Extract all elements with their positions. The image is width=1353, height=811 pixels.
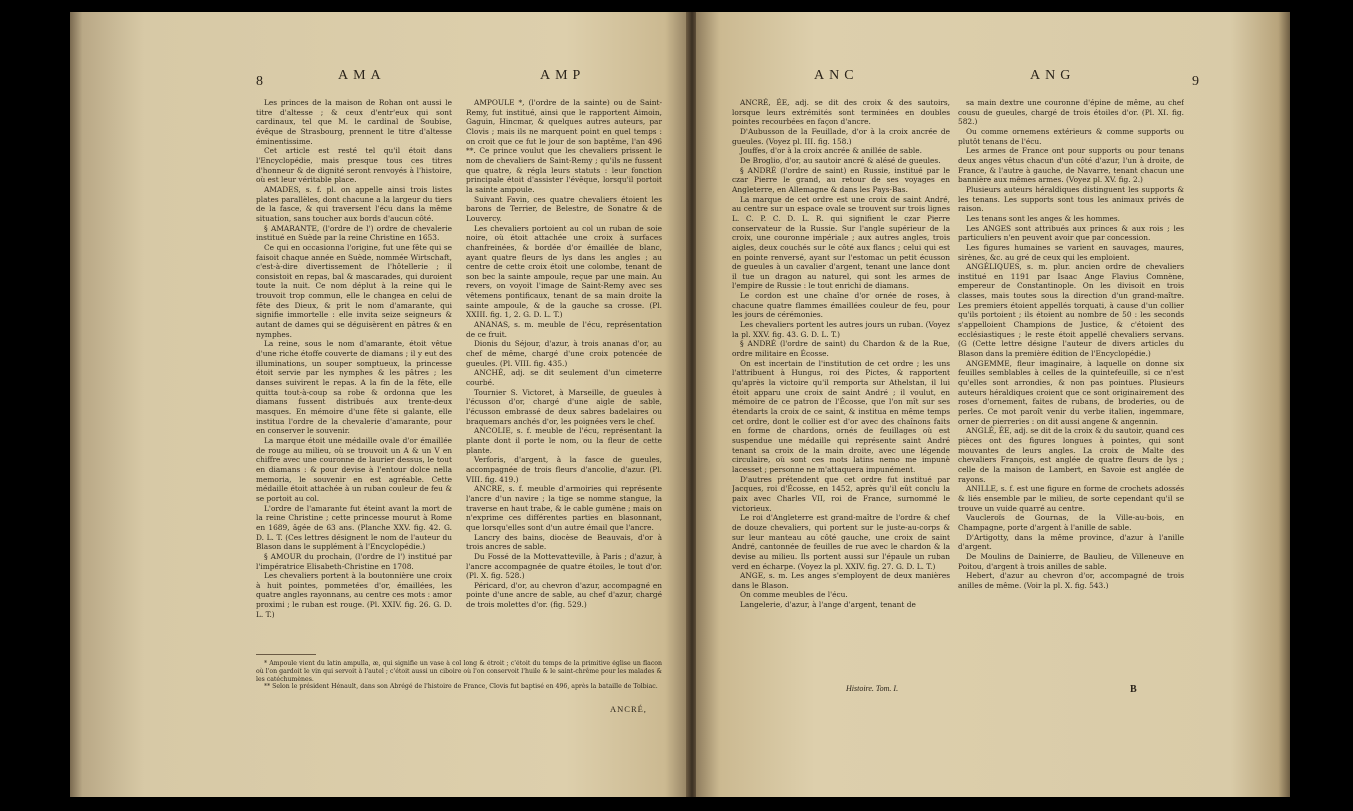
left-header-amp: AMP [540,68,586,83]
article-paragraph: Le cordon est une chaîne d'or ornée de roses, à chacune quatre flammes émaillées couleur de feu, pour les jours de cérémonies. [732,291,950,320]
volume-footer: Histoire. Tom. I. [846,684,899,693]
article-paragraph: On est incertain de l'institution de cet ordre ; les uns l'attribuent à Hungus, roi des Pictes, & rapportent qu'après la victoire qu'il remporta sur Athelstan, il lui étoit apparu une croix de saint André ; il voulut, en mémoire de ce patron de l'Écosse, que l'on mît sur ses étendarts la croix de ce saint, & institua en même temps cet ordre, dont le collier est d'or avec des chaînons faits en forme de chardons, ornés de feuillages où est suspendue une médaille qui représente saint André tenant sa croix de la main droite, avec une légende circulaire, où sont ces mots latins nemo me impunè lacesset ; personne ne m'attaquera impunément. [732,358,950,474]
article-paragraph: ANANAS, s. m. meuble de l'écu, représentation de ce fruit. [466,320,662,339]
signature-mark: B [1130,684,1137,695]
footnote: ** Selon le président Hénault, dans son Abrégé de l'histoire de France, Clovis fut baptisé en 496, après la bataille de Tolbiac. [264,683,658,691]
article-paragraph: Les chevaliers portoient au col un ruban de soie noire, où étoit attachée une croix à surfaces chanfreinées, & bordée d'or émaillée de blanc, ayant quatre fleurs de lys dans les angles ; au centre de cette croix étoit une colombe, tenant de son bec la sainte ampoule, reçue par une main. Au revers, on voyoit l'image de Saint-Remy avec ses vêtemens pontificaux, tenant de sa main droite la sainte ampoule, & de la gauche sa crosse. (Pl. XXIII. fig. 1, 2. G. D. L. T.) [466,223,662,320]
right-column-2 [958,98,1184,706]
article-paragraph: Les figures humaines se varient en sauvages, maures, sirènes, &c. au gré de ceux qui les emploient. [958,242,1184,262]
article-paragraph: ANGLÉ, ÉE, adj. se dit de la croix & du sautoir, quand ces pièces ont des figures longues à pointes, qui sont mouvantes de leurs angles. La croix de Malte des chevaliers François, est anglée de quatre fleurs de lys ; celle de la maison de Lambert, en Savoie est anglée de rayons. [958,426,1184,484]
article-paragraph: AMPOULE *, (l'ordre de la sainte) ou de Saint-Remy, fut institué, ainsi que le rapportent Aimoin, Gaguin, Hincmar, & quelques autres auteurs, par Clovis ; mais ils ne marquent point en quel temps : on croit que ce fut le jour de son baptême, l'an 496 **. Ce prince voulut que les chevaliers prissent le nom de chevaliers de Saint-Remy ; qu'ils ne fussent que quatre, & régla leurs statuts : leur fonction principale étoit d'assister l'évêque, lorsqu'il portoit la sainte ampoule. [466,98,662,194]
article-paragraph: Ce qui en occasionna l'origine, fut une fête qui se faisoit chaque année en Suède, nommée Wirtschaft, c'est-à-dire divertissement de l'hôtellerie ; il consistoit en repas, bal & mascarades, qui duroient toute la nuit. Ce nom déplut à la reine qui le trouvoit trop commun, elle le changea en celui de fête des Dieux, & prit le nom d'amarante, qui signifie immortelle : elle invita seize seigneurs & autant de dames qui se déguisèrent en pâtres & en nymphes. [256,242,452,339]
article-paragraph: Hebert, d'azur au chevron d'or, accompagné de trois anilles de même. (Voir la pl. X. fig. 543.) [958,571,1184,590]
article-paragraph: La reine, sous le nom d'amarante, étoit vêtue d'une riche étoffe couverte de diamans ; il y eut des illuminations, un souper somptueux, la princesse étoit servie par les nymphes & les pâtres ; les danses suivirent le repas. A la fin de la fête, elle quitta tout-à-coup sa robe & ordonna que les diamans fussent distribués aux trente-deux masques. En mémoire d'une fête si galante, elle institua l'ordre de la chevalerie d'amarante, pour en conserver le souvenir. [256,339,452,436]
article-paragraph: Dionis du Séjour, d'azur, à trois ananas d'or, au chef de même, chargé d'une croix potencée de gueules. (Pl. VIII. fig. 435.) [466,339,662,368]
article-paragraph: Tournier S. Victoret, à Marseille, de gueules à l'écusson d'or, chargé d'une aigle de sable, l'écusson embrassé de deux sabres badelaires ou braquemars anchés d'or, les poignées vers le chef. [466,387,662,426]
footnote-rule [256,654,316,655]
article-paragraph: D'Aubusson de la Feuillade, d'or à la croix ancrée de gueules. (Voyez pl. III. fig. 158.) [732,126,950,146]
left-header-ama: AMA [338,68,386,83]
article-paragraph: La marque de cet ordre est une croix de saint André, au centre sur un espace ovale se trouvent sur trois lignes L. C. P. C. D. L. R. qui signifient le czar Pierre conservateur de la Russie. Sur l'angle supérieur de la croix, une couronne impériale ; aux autres angles, trois aigles, deux couchés sur le côté aux flancs ; celui qui est en pointe renversé, ayant sur l'estomac un petit écusson de gueules à un cavalier d'argent, tenant une lance dont il tue un dragon au naturel, qui sont les armes de l'empire de Russie : le tout enrichi de diamans. [732,194,950,291]
article-paragraph: Les princes de la maison de Rohan ont aussi le titre d'altesse ; & ceux d'entr'eux qui sont cardinaux, tel que M. le cardinal de Soubise, évêque de Strasbourg, prennent le titre d'altesse éminentissime. [256,98,452,146]
article-paragraph: Le roi d'Angleterre est grand-maître de l'ordre & chef de douze chevaliers, qui portent sur le juste-au-corps & sur leur manteau au côté gauche, une croix de saint André, cantonnée de feuilles de rue avec le chardon & la devise au milieu. Ils portent aussi sur l'épaule un ruban verd en écharpe. (Voyez la pl. XXIV. fig. 27. G. D. L. T.) [732,513,950,571]
article-paragraph: Péricard, d'or, au chevron d'azur, accompagné en pointe d'une ancre de sable, au chef d'azur, chargé de trois molettes d'or. (fig. 529.) [466,580,662,610]
right-page-number: 9 [1192,74,1199,89]
open-book [70,12,1290,797]
catchword: ANCRÉ, [610,704,647,714]
right-column-1 [732,98,950,683]
article-paragraph: sa main dextre une couronne d'épine de même, au chef cousu de gueules, chargé de trois étoiles d'or. (Pl. XI. fig. 582.) [958,98,1184,127]
left-column-2 [466,98,662,646]
left-column-1 [256,98,452,646]
article-paragraph: Suivant Favin, ces quatre chevaliers étoient les barons de Terrier, de Belestre, de Sonatre & de Louvercy. [466,194,662,223]
article-paragraph: Les armes de France ont pour supports ou pour tenans deux anges vêtus chacun d'un côté d'azur, l'un à droite, de France, & l'autre à gauche, de Navarre, tenant chacun une bannière aux mêmes armes. (Voyez pl. XV. fig. 2.) [958,146,1184,185]
right-header-anc: ANC [814,68,859,83]
article-paragraph: Les chevaliers portent les autres jours un ruban. (Voyez la pl. XXV. fig. 43. G. D. L. T.) [732,320,950,339]
article-paragraph: Cet article est resté tel qu'il étoit dans l'Encyclopédie, mais presque tous ces titres d'honneur & de dignité seront renvoyés à l'histoire, où est leur véritable place. [256,146,452,185]
article-paragraph: ANILLE, s. f. est une figure en forme de crochets adossés & liés ensemble par le milieu, de sorte cependant qu'il se trouve un vuide quarré au centre. [958,484,1184,513]
footnotes [256,660,662,706]
article-paragraph: § ANDRÉ (l'ordre de saint) en Russie, institué par le czar Pierre le grand, au retour de ses voyages en Angleterre, en Allemagne & dans les Pays-Bas. [732,165,950,194]
article-paragraph: D'Artigotty, dans la même province, d'azur à l'anille d'argent. [958,532,1184,552]
article-paragraph: Langelerie, d'azur, à l'ange d'argent, tenant de [740,600,916,610]
article-paragraph: On comme meubles de l'écu. [740,590,848,600]
article-paragraph: Vaucleroïs de Gournas, de la Ville-au-bois, en Champagne, porte d'argent à l'anille de sable. [958,513,1184,532]
article-paragraph: De Broglio, d'or, au sautoir ancré & alésé de gueules. [740,155,941,165]
left-page [70,12,690,797]
article-paragraph: Ou comme ornemens extérieurs & comme supports ou plutôt tenans de l'écu. [958,126,1184,146]
article-paragraph: ANCOLIE, s. f. meuble de l'écu, représentant la plante dont il porte le nom, ou la fleur de cette plante. [466,426,662,455]
article-paragraph: § AMOUR du prochain, (l'ordre de l') institué par l'impératrice Elisabeth-Christine en 1708. [256,551,452,571]
article-paragraph: Verforis, d'argent, à la fasce de gueules, accompagnée de trois fleurs d'ancolie, d'azur. (Pl. VIII. fig. 419.) [466,455,662,484]
article-paragraph: D'autres prétendent que cet ordre fut institué par Jacques, roi d'Écosse, en 1452, après qu'il eût conclu la paix avec Charles VII, roi de France, surnommé le victorieux. [732,474,950,513]
article-paragraph: Jouffes, d'or à la croix ancrée & anillée de sable. [740,146,922,156]
article-paragraph: Du Fossé de la Mottevatteville, à Paris ; d'azur, à l'ancre accompagnée de quatre étoiles, le tout d'or. (Pl. X. fig. 528.) [466,551,662,581]
footnote: * Ampoule vient du latin ampulla, æ, qui signifie un vase à col long & étroit ; c'étoit du temps de la primitive église un flacon où l'on gardoit le vin qui servoit à l'autel ; c'étoit aussi un ciboire où l'on conservoit l'huile & le saint-chrême pour les malades & les catéchumènes. [256,660,662,683]
article-paragraph: § ANDRÉ (l'ordre de saint) du Chardon & de la Rue, ordre militaire en Écosse. [732,339,950,359]
article-paragraph: La marque étoit une médaille ovale d'or émaillée de rouge au milieu, où se trouvoit un A & un V en chiffre avec une couronne de laurier dessus, le tout en diamans : & pour devise à l'entour dolce nella memoria, le souvenir en est agréable. Cette médaille étoit attachée à un ruban couleur de feu & se portoit au col. [256,435,452,503]
article-paragraph: Les tenans sont les anges & les hommes. [966,213,1120,223]
article-paragraph: ANGE, s. m. Les anges s'employent de deux manières dans le Blason. [732,571,950,590]
article-paragraph: Les chevaliers portent à la boutonnière une croix à huit pointes, pommetées d'or, émaillées, les quatre angles rayonnans, au centre ces mots : amor proximi ; le ruban est rouge. (Pl. XXIV. fig. 26. G. D. L. T.) [256,571,452,619]
article-paragraph: § AMARANTE, (l'ordre de l') ordre de chevalerie institué en Suède par la reine Christine en 1653. [256,223,452,243]
article-paragraph: AMADES, s. f. pl. on appelle ainsi trois listes plates parallèles, dont chacune a la largeur du tiers de la fasce, & qui traversent l'écu dans la même situation, sans toucher aux bords d'aucun côté. [256,184,452,223]
article-paragraph: L'ordre de l'amarante fut éteint avant la mort de la reine Christine ; cette princesse mourut à Rome en 1689, âgée de 63 ans. (Planche XXV. fig. 42. G. D. L. T. (Ces lettres désignent le nom de l'auteur du Blason dans le supplément à l'Encyclopédie.) [256,503,452,552]
article-paragraph: ANGÉLIQUES, s. m. plur. ancien ordre de chevaliers institué en 1191 par Isaac Ange Flavius Comnène, empereur de Constantinople. On les divisoit en trois classes, mais toutes sous la direction d'un grand-maître. Les premiers étoient appellés torquati, à cause d'un collier qu'ils portoient ; ils étoient au nombre de 50 : les seconds s'appelloient Champions de Justice, & c'étoient des ecclésiastiques ; le reste étoit appellé chevaliers servans. (G (Cette lettre désigne l'auteur de divers articles du Blason dans la première édition de l'Encyclopédie.) [958,262,1184,359]
right-header-ang: ANG [1030,68,1076,83]
article-paragraph: De Moulins de Dainierre, de Baulieu, de Villeneuve en Poitou, d'argent à trois anilles de sable. [958,551,1184,571]
article-paragraph: Les ANGES sont attribués aux princes & aux rois ; les particuliers n'en peuvent avoir que par concession. [958,223,1184,243]
article-paragraph: ANCHÉ, adj. se dit seulement d'un cimeterre courbé. [466,368,662,388]
article-paragraph: Lancry des bains, diocèse de Beauvais, d'or à trois ancres de sable. [466,532,662,552]
article-paragraph: ANCRÉ, ÉE, adj. se dit des croix & des sautoirs, lorsque leurs extrémités sont terminées en doubles pointes recourbées en façon d'ancre. [732,98,950,127]
right-page [696,12,1290,797]
article-paragraph: ANCRE, s. f. meuble d'armoiries qui représente l'ancre d'un navire ; la tige se nomme stangue, la traverse en haut trabe, & le cable gumène ; mais on n'exprime ces différentes parties en blasonnant, que lorsqu'elles sont d'un autre émail que l'ancre. [466,484,662,532]
left-page-number: 8 [256,74,263,89]
article-paragraph: ANGEMME, fleur imaginaire, à laquelle on donne six feuilles semblables à celles de la quintefeuille, si ce n'est qu'elles sont arrondies, & non pas pointues. Plusieurs auteurs héraldiques croient que ce sont originairement des roses d'ornement, faites de rubans, de broderies, ou de perles. Ce mot paroît venir du verbe italien, ingemmare, orner de pierreries : on dit aussi angene & angennin. [958,358,1184,426]
article-paragraph: Plusieurs auteurs héraldiques distinguent les supports & les tenans. Les supports sont tous les animaux privés de raison. [958,184,1184,214]
